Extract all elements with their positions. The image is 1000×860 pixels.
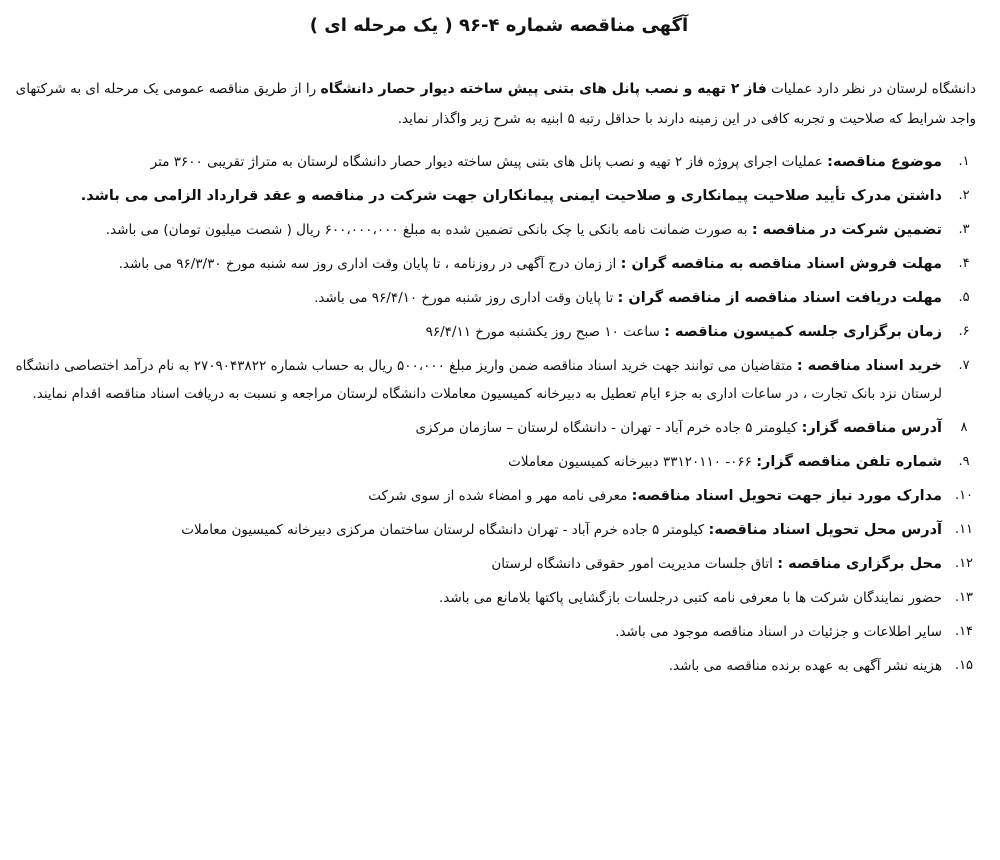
item-other-info [12,618,986,646]
item-publication-cost [12,652,986,680]
item-label: موضوع مناقصه: [827,153,942,170]
item-text: حضور نمایندگان شرکت ها با معرفی نامه کتبی درجلسات بازگشایی پاکتها بلامانع می باشد. [438,589,942,606]
item-number: ۵. [958,289,970,305]
item-content [12,516,942,544]
item-label: محل برگزاری مناقصه : [777,555,942,572]
item-label: مهلت فروش اسناد مناقصه به مناقصه گران : [620,255,942,272]
intro-text-end: را از طریق مناقصه عمومی یک مرحله ای به شرکتهای واجد شرایط که صلاحیت و تجربه کافی در این زمینه دارند با حداقل رتبه ۵ ابنیه به شرح زیر واگذار نماید. [15,81,976,127]
item-label: آدرس محل تحویل اسناد مناقصه: [708,521,942,538]
item-text: کیلومتر ۵ جاده خرم آباد - تهران - دانشگاه لرستان – سازمان مرکزی [415,419,798,436]
item-representatives [12,584,986,612]
item-content [12,284,942,312]
item-label: خرید اسناد مناقصه : [796,357,942,374]
item-content [12,652,942,680]
item-text: عملیات اجرای پروژه فاز ۲ تهیه و نصب پانل های بتنی پیش ساخته دیوار حصار دانشگاه لرستان به متراژ تقریبی ۳۶۰۰ متر [150,153,823,170]
item-label: آدرس مناقصه گزار: [801,419,942,436]
item-label: مهلت دریافت اسناد مناقصه از مناقصه گران : [617,289,942,306]
item-text: ساعت ۱۰ صبح روز یکشنبه مورخ ۹۶/۴/۱۱ [425,323,660,340]
item-content [12,584,942,612]
item-number: ۱. [958,153,970,169]
item-label: شماره تلفن مناقصه گزار: [756,453,942,470]
item-content [12,482,942,510]
item-number: ۳. [958,221,970,237]
item-text: ۰۶۶- ۳۳۱۲۰۱۱۰ دبیرخانه کمیسیون معاملات [508,453,752,470]
item-text: به صورت ضمانت نامه بانکی یا چک بانکی تضمین شده به مبلغ ۶۰۰،۰۰۰،۰۰۰ ریال ( شصت میلیون تومان) می باشد. [105,221,748,238]
item-commission-time [12,318,986,346]
item-text: تا پایان وقت اداری روز شنبه مورخ ۹۶/۴/۱۰ می باشد. [314,289,614,306]
item-text: اتاق جلسات مدیریت امور حقوقی دانشگاه لرستان [491,555,773,572]
item-label: تضمین شرکت در مناقصه : [751,221,942,238]
item-tenderer-phone [12,448,986,476]
item-number: ۷. [958,357,970,373]
item-text: متقاضیان می توانند جهت خرید اسناد مناقصه ضمن واریز مبلغ ۵۰۰،۰۰۰ ریال به حساب شماره ۲۷۰۹۰۴۳۸۲۲ به نام درآمد اختصاصی دانشگاه لرستان نزد بانک تجارت ، در ساعات اداری به جزء ایام تعطیل به دبیرخانه کمیسیون معاملات دانشگاه لرستان مراجعه و نسبت به دریافت اسناد مناقصه اقدام نمایند. [15,357,942,402]
item-guarantee [12,216,986,244]
item-tenderer-address [12,414,986,442]
item-content [12,182,942,210]
item-content [12,448,942,476]
item-content [12,352,942,408]
item-number: ۱۵. [954,657,974,673]
item-number: ۱۰. [954,487,974,503]
item-number: ۱۲. [954,555,974,571]
item-qualification [12,182,986,210]
intro-project-name: فاز ۲ تهیه و نصب پانل های بتنی پیش ساخته دیوار حصار دانشگاه [320,81,767,97]
item-content [12,216,942,244]
notice-title: آگهی مناقصه شماره ۴-۹۶ ( یک مرحله ای ) [309,15,689,36]
item-number: ۹. [958,453,970,469]
intro-text-start: دانشگاه لرستان در نظر دارد عملیات [771,81,976,97]
item-content [12,318,942,346]
item-text: سایر اطلاعات و جزئیات در اسناد مناقصه موجود می باشد. [615,623,942,640]
item-number: ۱۴. [954,623,974,639]
item-content [12,414,942,442]
tender-items-list [12,148,986,680]
item-label: داشتن مدرک تأیید صلاحیت پیمانکاری و صلاحیت ایمنی پیمانکاران جهت شرکت در مناقصه و عقد قرارداد الزامی می باشد. [80,187,942,204]
item-tender-venue [12,550,986,578]
item-content [12,148,942,176]
item-text: کیلومتر ۵ جاده خرم آباد - تهران دانشگاه لرستان ساختمان مرکزی دبیرخانه کمیسیون معاملات [181,521,705,538]
intro-paragraph [12,74,986,134]
item-text: معرفی نامه مهر و امضاء شده از سوی شرکت [368,487,628,504]
item-number: ۶. [958,323,970,339]
item-label: مدارک مورد نیاز جهت تحویل اسناد مناقصه: [631,487,942,504]
item-text: از زمان درج آگهی در روزنامه ، تا پایان وقت اداری روز سه شنبه مورخ ۹۶/۳/۳۰ می باشد. [118,255,617,272]
item-content [12,250,942,278]
item-purchase-documents [12,352,986,408]
item-label: زمان برگزاری جلسه کمیسون مناقصه : [664,323,942,340]
item-text: هزینه نشر آگهی به عهده برنده مناقصه می باشد. [668,657,942,674]
item-number: ۲. [958,187,970,203]
item-required-documents [12,482,986,510]
item-number: ۴. [958,255,970,271]
item-number: ۱۱. [954,521,974,537]
item-receipt-deadline [12,284,986,312]
item-number: ۸ [960,419,968,435]
item-number: ۱۳. [954,589,974,605]
item-content [12,550,942,578]
item-delivery-address [12,516,986,544]
item-content [12,618,942,646]
item-subject [12,148,986,176]
item-sale-deadline [12,250,986,278]
